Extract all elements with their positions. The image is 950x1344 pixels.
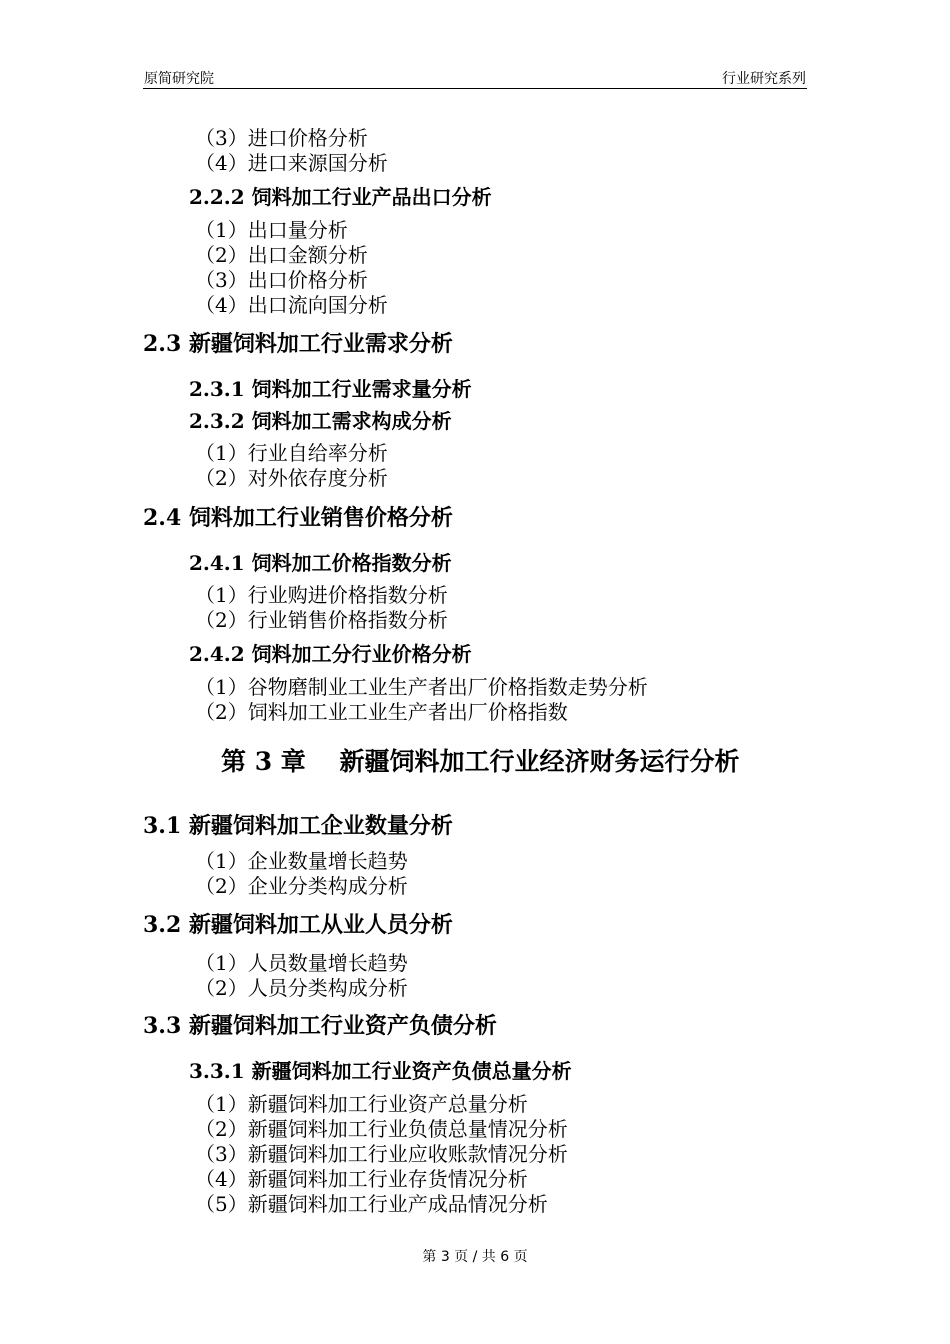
page-header xyxy=(143,66,807,89)
toc-subitem: （1）行业自给率分析 xyxy=(195,441,388,465)
toc-subitem: （4）出口流向国分析 xyxy=(195,293,388,317)
toc-heading-level2: 2.4 饲料加工行业销售价格分析 xyxy=(143,505,453,531)
toc-heading-level2: 3.2 新疆饲料加工从业人员分析 xyxy=(143,912,453,938)
toc-subitem: （2）对外依存度分析 xyxy=(195,466,388,490)
toc-heading-level3: 2.3.2 饲料加工需求构成分析 xyxy=(189,409,452,433)
toc-subitem: （2）行业销售价格指数分析 xyxy=(195,608,448,632)
toc-subitem: （1）出口量分析 xyxy=(195,218,348,242)
toc-subitem: （4）新疆饲料加工行业存货情况分析 xyxy=(195,1167,528,1191)
toc-heading-level3: 2.3.1 饲料加工行业需求量分析 xyxy=(189,377,472,401)
toc-heading-level2: 3.3 新疆饲料加工行业资产负债分析 xyxy=(143,1013,497,1039)
toc-heading-level3: 2.4.2 饲料加工分行业价格分析 xyxy=(189,642,472,666)
toc-subitem: （2）企业分类构成分析 xyxy=(195,874,408,898)
toc-subitem: （2）人员分类构成分析 xyxy=(195,976,408,1000)
chapter-title: 第 3 章 新疆饲料加工行业经济财务运行分析 xyxy=(221,747,740,776)
header-right-text: 行业研究系列 xyxy=(722,71,806,87)
toc-heading-level3: 2.2.2 饲料加工行业产品出口分析 xyxy=(189,185,492,209)
toc-heading-level2: 2.3 新疆饲料加工行业需求分析 xyxy=(143,331,453,357)
toc-subitem: （2）饲料加工业工业生产者出厂价格指数 xyxy=(195,700,568,724)
toc-subitem: （2）出口金额分析 xyxy=(195,243,368,267)
toc-subitem: （3）进口价格分析 xyxy=(195,126,368,150)
toc-subitem: （1）新疆饲料加工行业资产总量分析 xyxy=(195,1092,528,1116)
toc-subitem: （5）新疆饲料加工行业产成品情况分析 xyxy=(195,1192,548,1216)
toc-subitem: （1）企业数量增长趋势 xyxy=(195,849,408,873)
toc-subitem: （3）出口价格分析 xyxy=(195,268,368,292)
toc-subitem: （4）进口来源国分析 xyxy=(195,151,388,175)
toc-heading-level2: 3.1 新疆饲料加工企业数量分析 xyxy=(143,813,453,839)
toc-subitem: （2）新疆饲料加工行业负债总量情况分析 xyxy=(195,1117,568,1141)
toc-subitem: （1）谷物磨制业工业生产者出厂价格指数走势分析 xyxy=(195,675,648,699)
toc-heading-level3: 2.4.1 饲料加工价格指数分析 xyxy=(189,551,452,575)
toc-subitem: （3）新疆饲料加工行业应收账款情况分析 xyxy=(195,1142,568,1166)
header-left-text: 原简研究院 xyxy=(144,71,214,87)
toc-heading-level3: 3.3.1 新疆饲料加工行业资产负债总量分析 xyxy=(189,1059,572,1083)
page-footer: 第 3 页 / 共 6 页 xyxy=(422,1249,528,1265)
toc-subitem: （1）人员数量增长趋势 xyxy=(195,951,408,975)
toc-subitem: （1）行业购进价格指数分析 xyxy=(195,583,448,607)
